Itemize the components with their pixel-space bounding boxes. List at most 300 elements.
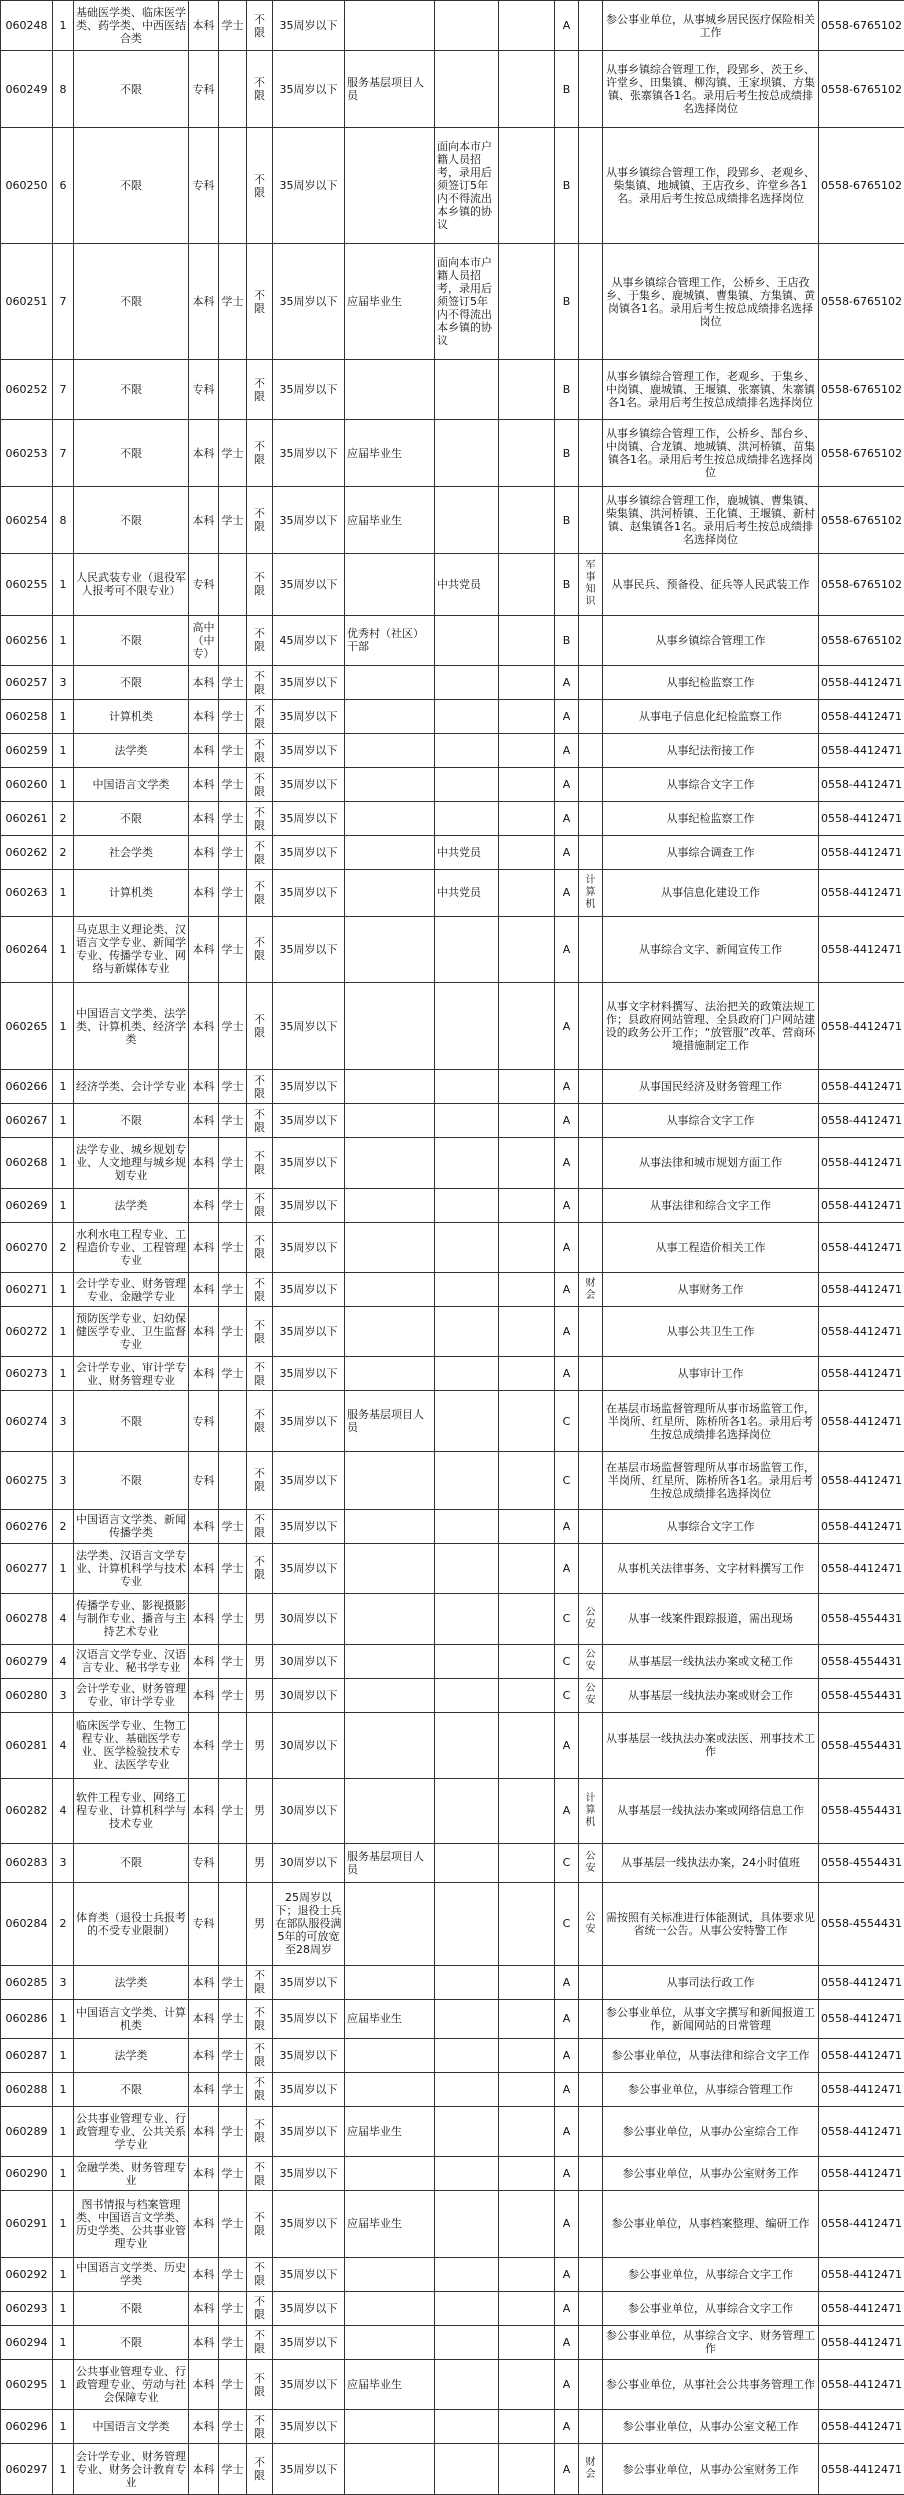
degree-cell: 学士 bbox=[219, 1104, 247, 1138]
edu-cell: 本科 bbox=[189, 487, 219, 554]
table-row bbox=[1, 802, 904, 836]
professional-test-cell: 计算机 bbox=[579, 1779, 603, 1843]
age-cell: 35周岁以下 bbox=[273, 983, 345, 1070]
target-cell bbox=[345, 1509, 435, 1543]
degree-cell: 学士 bbox=[219, 802, 247, 836]
target-cell bbox=[345, 2157, 435, 2191]
code-cell: 060266 bbox=[1, 1070, 53, 1104]
target-cell bbox=[345, 916, 435, 983]
edu-cell: 本科 bbox=[189, 1307, 219, 1357]
target-cell bbox=[345, 870, 435, 917]
description-cell: 从事纪检监察工作 bbox=[603, 802, 819, 836]
degree-cell: 学士 bbox=[219, 983, 247, 1070]
code-cell: 060283 bbox=[1, 1843, 53, 1882]
degree-cell: 学士 bbox=[219, 1644, 247, 1678]
degree-cell: 学士 bbox=[219, 487, 247, 554]
gender-cell: 不限 bbox=[247, 2291, 273, 2325]
phone-cell: 0558-4554431 bbox=[819, 1779, 904, 1843]
phone-cell: 0558-4412471 bbox=[819, 2106, 904, 2156]
other-cell bbox=[499, 916, 555, 983]
target-cell bbox=[345, 1779, 435, 1843]
description-cell: 参公事业单位，从事综合管理工作 bbox=[603, 2072, 819, 2106]
degree-cell bbox=[219, 1843, 247, 1882]
edu-cell: 本科 bbox=[189, 734, 219, 768]
target-cell bbox=[345, 1644, 435, 1678]
professional-test-cell bbox=[579, 2325, 603, 2359]
table-row bbox=[1, 553, 904, 615]
target-cell bbox=[345, 1138, 435, 1188]
major-cell: 中国语言文学类、计算机类 bbox=[74, 1999, 189, 2038]
other-cell bbox=[499, 2072, 555, 2106]
description-cell: 从事综合文字工作 bbox=[603, 1104, 819, 1138]
professional-test-cell: 计算机 bbox=[579, 870, 603, 917]
gender-cell: 不限 bbox=[247, 487, 273, 554]
phone-cell: 0558-4412471 bbox=[819, 768, 904, 802]
major-cell: 法学类 bbox=[74, 2038, 189, 2072]
target-cell: 服务基层项目人员 bbox=[345, 51, 435, 128]
requirement-cell bbox=[435, 666, 499, 700]
description-cell: 从事综合调查工作 bbox=[603, 836, 819, 870]
major-cell: 不限 bbox=[74, 244, 189, 360]
count-cell: 1 bbox=[53, 2359, 74, 2409]
target-cell: 优秀村（社区）干部 bbox=[345, 615, 435, 665]
professional-test-cell bbox=[579, 1357, 603, 1391]
requirement-cell bbox=[435, 1543, 499, 1593]
gender-cell: 不限 bbox=[247, 836, 273, 870]
table-row bbox=[1, 2106, 904, 2156]
degree-cell: 学士 bbox=[219, 1965, 247, 1999]
edu-cell: 专科 bbox=[189, 359, 219, 419]
edu-cell: 本科 bbox=[189, 1712, 219, 1779]
target-cell bbox=[345, 1594, 435, 1644]
table-row bbox=[1, 2157, 904, 2191]
table-row bbox=[1, 1999, 904, 2038]
phone-cell: 0558-6765102 bbox=[819, 244, 904, 360]
gender-cell: 不限 bbox=[247, 2359, 273, 2409]
degree-cell: 学士 bbox=[219, 2106, 247, 2156]
gender-cell: 不限 bbox=[247, 2106, 273, 2156]
major-cell: 传播学专业、影视摄影与制作专业、播音与主持艺术专业 bbox=[74, 1594, 189, 1644]
major-cell: 中国语言文学类、法学类、计算机类、经济学类 bbox=[74, 983, 189, 1070]
count-cell: 1 bbox=[53, 1273, 74, 1307]
professional-test-cell bbox=[579, 1712, 603, 1779]
edu-cell: 本科 bbox=[189, 768, 219, 802]
gender-cell: 不限 bbox=[247, 2191, 273, 2258]
requirement-cell bbox=[435, 734, 499, 768]
degree-cell: 学士 bbox=[219, 2291, 247, 2325]
age-cell: 25周岁以下；退役士兵在部队服役满5年的可放宽至28周岁 bbox=[273, 1882, 345, 1965]
professional-test-cell bbox=[579, 420, 603, 487]
table-row bbox=[1, 1273, 904, 1307]
other-cell bbox=[499, 1843, 555, 1882]
degree-cell: 学士 bbox=[219, 870, 247, 917]
edu-cell: 本科 bbox=[189, 1678, 219, 1712]
description-cell: 从事文字材料撰写、法治把关的政策法规工作；县政府网站管理、全县政府门户网站建设的政务公开工作；“放管服”改革、营商环境措施制定工作 bbox=[603, 983, 819, 1070]
major-cell: 会计学专业、审计学专业、财务管理专业 bbox=[74, 1357, 189, 1391]
age-cell: 35周岁以下 bbox=[273, 1999, 345, 2038]
degree-cell: 学士 bbox=[219, 2257, 247, 2291]
professional-test-cell bbox=[579, 802, 603, 836]
exam-category-cell: A bbox=[555, 1273, 579, 1307]
edu-cell: 本科 bbox=[189, 2191, 219, 2258]
major-cell: 水利水电工程专业、工程造价专业、工程管理专业 bbox=[74, 1222, 189, 1272]
gender-cell: 不限 bbox=[247, 1451, 273, 1509]
phone-cell: 0558-4412471 bbox=[819, 983, 904, 1070]
other-cell bbox=[499, 1357, 555, 1391]
description-cell: 从事民兵、预备役、征兵等人民武装工作 bbox=[603, 553, 819, 615]
age-cell: 30周岁以下 bbox=[273, 1678, 345, 1712]
code-cell: 060251 bbox=[1, 244, 53, 360]
phone-cell: 0558-4412471 bbox=[819, 1357, 904, 1391]
gender-cell: 不限 bbox=[247, 734, 273, 768]
age-cell: 30周岁以下 bbox=[273, 1594, 345, 1644]
description-cell: 从事乡镇综合管理工作，段郢乡、老观乡、柴集镇、地城镇、王店孜乡、许堂乡各1名。录用后考生按总成绩排名选择岗位 bbox=[603, 128, 819, 244]
code-cell: 060269 bbox=[1, 1188, 53, 1222]
description-cell: 从事审计工作 bbox=[603, 1357, 819, 1391]
degree-cell: 学士 bbox=[219, 1273, 247, 1307]
table-row bbox=[1, 2444, 904, 2495]
exam-category-cell: A bbox=[555, 768, 579, 802]
table-row bbox=[1, 2291, 904, 2325]
age-cell: 35周岁以下 bbox=[273, 1543, 345, 1593]
requirement-cell bbox=[435, 1222, 499, 1272]
age-cell: 35周岁以下 bbox=[273, 128, 345, 244]
exam-category-cell: A bbox=[555, 802, 579, 836]
gender-cell: 不限 bbox=[247, 128, 273, 244]
table-row bbox=[1, 2191, 904, 2258]
target-cell bbox=[345, 2444, 435, 2495]
requirement-cell bbox=[435, 1273, 499, 1307]
exam-category-cell: A bbox=[555, 1543, 579, 1593]
major-cell: 基础医学类、临床医学类、药学类、中西医结合类 bbox=[74, 1, 189, 51]
edu-cell: 本科 bbox=[189, 983, 219, 1070]
code-cell: 060287 bbox=[1, 2038, 53, 2072]
table-row bbox=[1, 1965, 904, 1999]
other-cell bbox=[499, 487, 555, 554]
age-cell: 45周岁以下 bbox=[273, 615, 345, 665]
target-cell bbox=[345, 1712, 435, 1779]
requirement-cell: 面向本市户籍人员招考，录用后须签订5年内不得流出本乡镇的协议 bbox=[435, 244, 499, 360]
phone-cell: 0558-6765102 bbox=[819, 615, 904, 665]
exam-category-cell: C bbox=[555, 1451, 579, 1509]
code-cell: 060290 bbox=[1, 2157, 53, 2191]
table-row bbox=[1, 2410, 904, 2444]
major-cell: 不限 bbox=[74, 2291, 189, 2325]
other-cell bbox=[499, 1779, 555, 1843]
target-cell: 应届毕业生 bbox=[345, 2191, 435, 2258]
exam-category-cell: B bbox=[555, 615, 579, 665]
professional-test-cell bbox=[579, 1543, 603, 1593]
code-cell: 060284 bbox=[1, 1882, 53, 1965]
other-cell bbox=[499, 1999, 555, 2038]
requirement-cell bbox=[435, 916, 499, 983]
exam-category-cell: A bbox=[555, 916, 579, 983]
description-cell: 从事国民经济及财务管理工作 bbox=[603, 1070, 819, 1104]
count-cell: 7 bbox=[53, 420, 74, 487]
degree-cell: 学士 bbox=[219, 2072, 247, 2106]
age-cell: 35周岁以下 bbox=[273, 1138, 345, 1188]
gender-cell: 不限 bbox=[247, 51, 273, 128]
degree-cell: 学士 bbox=[219, 1543, 247, 1593]
count-cell: 6 bbox=[53, 128, 74, 244]
major-cell: 马克思主义理论类、汉语言文学专业、新闻学专业、传播学专业、网络与新媒体专业 bbox=[74, 916, 189, 983]
gender-cell: 不限 bbox=[247, 870, 273, 917]
description-cell: 从事电子信息化纪检监察工作 bbox=[603, 700, 819, 734]
description-cell: 从事综合文字、新闻宣传工作 bbox=[603, 916, 819, 983]
target-cell bbox=[345, 2257, 435, 2291]
description-cell: 从事机关法律事务、文字材料撰写工作 bbox=[603, 1543, 819, 1593]
edu-cell: 本科 bbox=[189, 1104, 219, 1138]
description-cell: 参公事业单位，从事综合文字工作 bbox=[603, 2291, 819, 2325]
description-cell: 参公事业单位，从事办公室财务工作 bbox=[603, 2444, 819, 2495]
major-cell: 人民武装专业（退役军人报考可不限专业） bbox=[74, 553, 189, 615]
count-cell: 3 bbox=[53, 1391, 74, 1451]
gender-cell: 不限 bbox=[247, 244, 273, 360]
professional-test-cell bbox=[579, 2257, 603, 2291]
code-cell: 060288 bbox=[1, 2072, 53, 2106]
professional-test-cell bbox=[579, 1, 603, 51]
table-row bbox=[1, 700, 904, 734]
code-cell: 060259 bbox=[1, 734, 53, 768]
description-cell: 从事一线案件跟踪报道，需出现场 bbox=[603, 1594, 819, 1644]
professional-test-cell bbox=[579, 2291, 603, 2325]
requirement-cell bbox=[435, 1712, 499, 1779]
exam-category-cell: A bbox=[555, 1779, 579, 1843]
target-cell bbox=[345, 2410, 435, 2444]
code-cell: 060262 bbox=[1, 836, 53, 870]
phone-cell: 0558-4412471 bbox=[819, 1188, 904, 1222]
phone-cell: 0558-6765102 bbox=[819, 420, 904, 487]
requirement-cell bbox=[435, 1999, 499, 2038]
requirement-cell bbox=[435, 1509, 499, 1543]
exam-category-cell: B bbox=[555, 244, 579, 360]
major-cell: 体育类（退役士兵报考的不受专业限制） bbox=[74, 1882, 189, 1965]
age-cell: 35周岁以下 bbox=[273, 1357, 345, 1391]
other-cell bbox=[499, 1882, 555, 1965]
count-cell: 4 bbox=[53, 1712, 74, 1779]
edu-cell: 本科 bbox=[189, 1594, 219, 1644]
professional-test-cell bbox=[579, 244, 603, 360]
gender-cell: 不限 bbox=[247, 2410, 273, 2444]
exam-category-cell: A bbox=[555, 2291, 579, 2325]
professional-test-cell bbox=[579, 2157, 603, 2191]
major-cell: 不限 bbox=[74, 1843, 189, 1882]
phone-cell: 0558-4412471 bbox=[819, 836, 904, 870]
major-cell: 不限 bbox=[74, 1451, 189, 1509]
age-cell: 35周岁以下 bbox=[273, 553, 345, 615]
count-cell: 1 bbox=[53, 983, 74, 1070]
other-cell bbox=[499, 1070, 555, 1104]
table-row bbox=[1, 734, 904, 768]
code-cell: 060258 bbox=[1, 700, 53, 734]
degree-cell bbox=[219, 1451, 247, 1509]
edu-cell: 本科 bbox=[189, 2444, 219, 2495]
count-cell: 4 bbox=[53, 1644, 74, 1678]
exam-category-cell: A bbox=[555, 2325, 579, 2359]
table-row bbox=[1, 1712, 904, 1779]
table-row bbox=[1, 1509, 904, 1543]
age-cell: 35周岁以下 bbox=[273, 768, 345, 802]
gender-cell: 不限 bbox=[247, 1509, 273, 1543]
degree-cell: 学士 bbox=[219, 1138, 247, 1188]
count-cell: 1 bbox=[53, 2257, 74, 2291]
other-cell bbox=[499, 870, 555, 917]
age-cell: 35周岁以下 bbox=[273, 1222, 345, 1272]
other-cell bbox=[499, 1451, 555, 1509]
count-cell: 2 bbox=[53, 836, 74, 870]
professional-test-cell: 公安 bbox=[579, 1594, 603, 1644]
exam-category-cell: A bbox=[555, 1307, 579, 1357]
phone-cell: 0558-4412471 bbox=[819, 2257, 904, 2291]
phone-cell: 0558-4412471 bbox=[819, 1070, 904, 1104]
table-row bbox=[1, 836, 904, 870]
requirement-cell: 面向本市户籍人员招考，录用后须签订5年内不得流出本乡镇的协议 bbox=[435, 128, 499, 244]
requirement-cell bbox=[435, 1188, 499, 1222]
description-cell: 从事司法行政工作 bbox=[603, 1965, 819, 1999]
age-cell: 35周岁以下 bbox=[273, 2444, 345, 2495]
description-cell: 从事纪法衔接工作 bbox=[603, 734, 819, 768]
count-cell: 4 bbox=[53, 1779, 74, 1843]
exam-category-cell: A bbox=[555, 870, 579, 917]
degree-cell: 学士 bbox=[219, 700, 247, 734]
edu-cell: 本科 bbox=[189, 2257, 219, 2291]
requirement-cell: 中共党员 bbox=[435, 836, 499, 870]
phone-cell: 0558-4412471 bbox=[819, 2072, 904, 2106]
major-cell: 社会学类 bbox=[74, 836, 189, 870]
age-cell: 35周岁以下 bbox=[273, 359, 345, 419]
major-cell: 不限 bbox=[74, 666, 189, 700]
phone-cell: 0558-4412471 bbox=[819, 2444, 904, 2495]
edu-cell: 本科 bbox=[189, 244, 219, 360]
degree-cell: 学士 bbox=[219, 244, 247, 360]
target-cell: 服务基层项目人员 bbox=[345, 1843, 435, 1882]
age-cell: 35周岁以下 bbox=[273, 836, 345, 870]
gender-cell: 不限 bbox=[247, 1, 273, 51]
gender-cell: 不限 bbox=[247, 1391, 273, 1451]
exam-category-cell: C bbox=[555, 1391, 579, 1451]
target-cell bbox=[345, 2072, 435, 2106]
phone-cell: 0558-4412471 bbox=[819, 2325, 904, 2359]
gender-cell: 不限 bbox=[247, 983, 273, 1070]
requirement-cell bbox=[435, 1104, 499, 1138]
edu-cell: 本科 bbox=[189, 2410, 219, 2444]
phone-cell: 0558-6765102 bbox=[819, 51, 904, 128]
professional-test-cell bbox=[579, 1104, 603, 1138]
edu-cell: 本科 bbox=[189, 870, 219, 917]
requirement-cell bbox=[435, 983, 499, 1070]
code-cell: 060280 bbox=[1, 1678, 53, 1712]
gender-cell: 男 bbox=[247, 1843, 273, 1882]
gender-cell: 男 bbox=[247, 1882, 273, 1965]
code-cell: 060276 bbox=[1, 1509, 53, 1543]
gender-cell: 不限 bbox=[247, 1188, 273, 1222]
edu-cell: 本科 bbox=[189, 1509, 219, 1543]
degree-cell: 学士 bbox=[219, 1779, 247, 1843]
requirement-cell bbox=[435, 802, 499, 836]
other-cell bbox=[499, 700, 555, 734]
description-cell: 参公事业单位，从事办公室财务工作 bbox=[603, 2157, 819, 2191]
code-cell: 060260 bbox=[1, 768, 53, 802]
table-row bbox=[1, 1391, 904, 1451]
edu-cell: 本科 bbox=[189, 700, 219, 734]
count-cell: 1 bbox=[53, 2291, 74, 2325]
table-row bbox=[1, 1451, 904, 1509]
edu-cell: 本科 bbox=[189, 666, 219, 700]
table-row bbox=[1, 2072, 904, 2106]
count-cell: 1 bbox=[53, 1999, 74, 2038]
other-cell bbox=[499, 1644, 555, 1678]
degree-cell bbox=[219, 51, 247, 128]
major-cell: 计算机类 bbox=[74, 700, 189, 734]
edu-cell: 本科 bbox=[189, 2106, 219, 2156]
gender-cell: 不限 bbox=[247, 1307, 273, 1357]
degree-cell bbox=[219, 128, 247, 244]
code-cell: 060271 bbox=[1, 1273, 53, 1307]
target-cell bbox=[345, 1965, 435, 1999]
phone-cell: 0558-4412471 bbox=[819, 1391, 904, 1451]
exam-category-cell: B bbox=[555, 51, 579, 128]
professional-test-cell bbox=[579, 2038, 603, 2072]
other-cell bbox=[499, 1273, 555, 1307]
other-cell bbox=[499, 983, 555, 1070]
code-cell: 060292 bbox=[1, 2257, 53, 2291]
description-cell: 从事乡镇综合管理工作，公桥乡、郜台乡、中岗镇、合龙镇、地城镇、洪河桥镇、苗集镇各1名。录用后考生按总成绩排名选择岗位 bbox=[603, 420, 819, 487]
phone-cell: 0558-6765102 bbox=[819, 1, 904, 51]
major-cell: 法学类 bbox=[74, 734, 189, 768]
edu-cell: 本科 bbox=[189, 1999, 219, 2038]
table-row bbox=[1, 2038, 904, 2072]
exam-category-cell: B bbox=[555, 420, 579, 487]
target-cell bbox=[345, 1070, 435, 1104]
major-cell: 中国语言文学类、历史学类 bbox=[74, 2257, 189, 2291]
exam-category-cell: A bbox=[555, 2444, 579, 2495]
count-cell: 1 bbox=[53, 870, 74, 917]
gender-cell: 男 bbox=[247, 1678, 273, 1712]
major-cell: 不限 bbox=[74, 2072, 189, 2106]
exam-category-cell: A bbox=[555, 666, 579, 700]
code-cell: 060249 bbox=[1, 51, 53, 128]
table-row bbox=[1, 128, 904, 244]
phone-cell: 0558-4412471 bbox=[819, 734, 904, 768]
count-cell: 1 bbox=[53, 2106, 74, 2156]
requirement-cell bbox=[435, 2444, 499, 2495]
code-cell: 060273 bbox=[1, 1357, 53, 1391]
edu-cell: 本科 bbox=[189, 420, 219, 487]
other-cell bbox=[499, 1712, 555, 1779]
edu-cell: 本科 bbox=[189, 1965, 219, 1999]
description-cell: 从事法律和综合文字工作 bbox=[603, 1188, 819, 1222]
table-row bbox=[1, 1138, 904, 1188]
target-cell bbox=[345, 983, 435, 1070]
table-row bbox=[1, 1104, 904, 1138]
phone-cell: 0558-4412471 bbox=[819, 1273, 904, 1307]
major-cell: 中国语言文学类、新闻传播学类 bbox=[74, 1509, 189, 1543]
major-cell: 中国语言文学类 bbox=[74, 2410, 189, 2444]
requirement-cell bbox=[435, 615, 499, 665]
other-cell bbox=[499, 2444, 555, 2495]
requirement-cell bbox=[435, 1882, 499, 1965]
description-cell: 参公事业单位，从事档案整理、编研工作 bbox=[603, 2191, 819, 2258]
table-row bbox=[1, 1644, 904, 1678]
other-cell bbox=[499, 1104, 555, 1138]
other-cell bbox=[499, 1138, 555, 1188]
professional-test-cell bbox=[579, 768, 603, 802]
requirement-cell bbox=[435, 2410, 499, 2444]
other-cell bbox=[499, 666, 555, 700]
table-row bbox=[1, 916, 904, 983]
target-cell bbox=[345, 2038, 435, 2072]
code-cell: 060253 bbox=[1, 420, 53, 487]
